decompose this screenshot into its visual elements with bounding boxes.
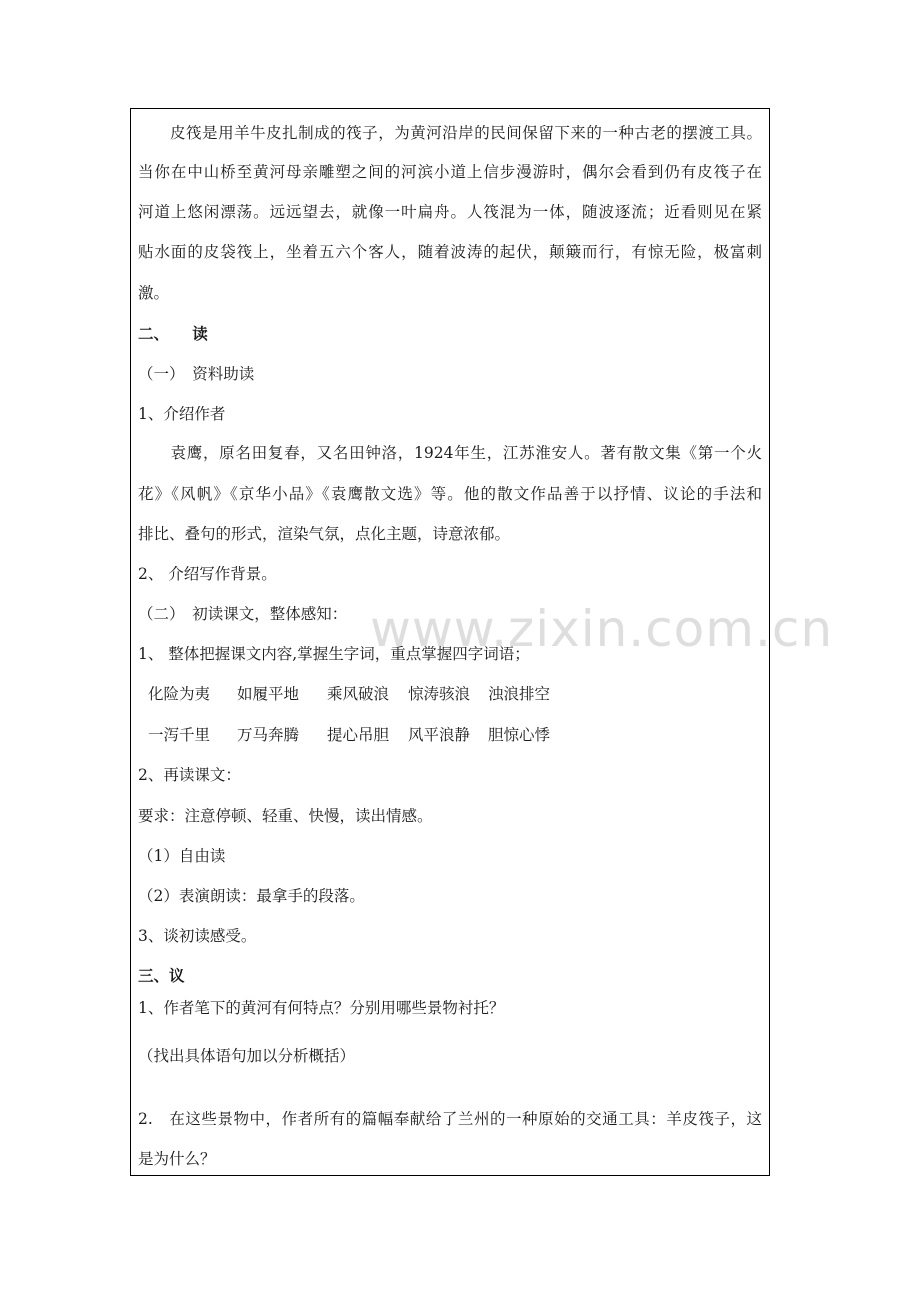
section3-q1-note: （找出具体语句加以分析概括）: [138, 1047, 356, 1065]
word-1-1: 化险为夷: [148, 685, 211, 703]
word-1-5: 浊浪排空: [488, 685, 551, 703]
section3-heading: 三、议: [138, 966, 185, 985]
intro-line-2: 当你在中山桥至黄河母亲雕塑之间的河滨小道上信步漫游时，偶尔会看到仍有皮筏子在: [138, 163, 762, 181]
author-line-2: 花》《风帆》《京华小品》《袁鹰散文选》等。他的散文作品善于以抒情、议论的手法和: [138, 485, 762, 503]
section3-q2-line2: 是为什么？: [138, 1150, 216, 1168]
section2-perform-read: （2）表演朗读：最拿手的段落。: [138, 887, 365, 905]
word-2-1: 一泻千里: [148, 726, 211, 744]
word-2-3: 提心吊胆: [327, 726, 390, 744]
word-2-2: 万马奔腾: [237, 726, 300, 744]
section3-q1: 1、作者笔下的黄河有何特点？分别用哪些景物衬托？: [138, 999, 505, 1017]
author-line-3: 排比、叠句的形式，渲染气氛，点化主题，诗意浓郁。: [138, 525, 511, 543]
word-1-2: 如履平地: [237, 685, 300, 703]
section2-sub1: （一） 资料助读: [138, 365, 255, 383]
section2-requirement: 要求：注意停顿、轻重、快慢，读出情感。: [138, 807, 433, 825]
section2-task3: 3、谈初读感受。: [138, 927, 257, 945]
intro-line-4: 贴水面的皮袋筏上，坐着五六个客人，随着波涛的起伏，颠簸而行，有惊无险，极富刺: [138, 243, 762, 261]
author-line-1: 袁鹰，原名田复春，又名田钟洛，1924年生，江苏淮安人。著有散文集《第一个火: [138, 444, 762, 462]
intro-line-1: 皮筏是用羊牛皮扎制成的筏子，为黄河沿岸的民间保留下来的一种古老的摆渡工具。: [138, 124, 762, 142]
section2-item1: 1、介绍作者: [138, 405, 226, 423]
intro-line-5: 激。: [138, 284, 170, 302]
section2-free-read: （1）自由读: [138, 847, 226, 865]
word-1-3: 乘风破浪: [327, 685, 390, 703]
word-2-4: 风平浪静: [408, 726, 471, 744]
section2-item2: 2、 介绍写作背景。: [138, 565, 277, 583]
watermark: www.zixin.com.cn: [370, 600, 834, 658]
word-1-4: 惊涛骇浪: [408, 685, 471, 703]
section2-sub2: （二） 初读课文，整体感知：: [138, 605, 348, 623]
intro-line-3: 河道上悠闲漂荡。远远望去，就像一叶扁舟。人筏混为一体，随波逐流；近看则见在紧: [138, 203, 762, 221]
word-2-5: 胆惊心悸: [488, 726, 551, 744]
section2-task2: 2、再读课文：: [138, 766, 241, 784]
section2-heading: 二、 读: [138, 324, 208, 343]
section2-task1: 1、 整体把握课文内容,掌握生字词，重点掌握四字词语；: [138, 645, 530, 663]
section3-q2-line1: 2. 在这些景物中，作者所有的篇幅奉献给了兰州的一种原始的交通工具：羊皮筏子，这: [138, 1110, 762, 1128]
